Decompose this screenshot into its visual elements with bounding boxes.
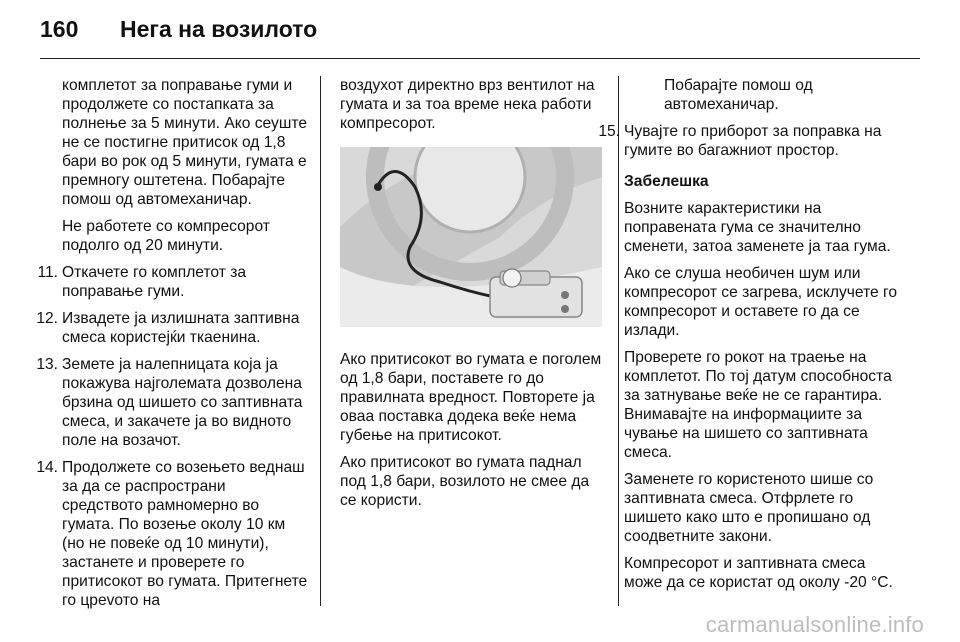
- step-number: 12.: [36, 310, 58, 327]
- steps-list-continued: [584, 122, 906, 160]
- note-paragraph: Проверете го рокот на траење на комплетот. По тој датум способноста за затнување веќе не се гарантира. Внимавајте на информациите за чување на шишето со заптивната смеса.: [624, 349, 892, 461]
- valve-connector: [374, 183, 382, 191]
- step-text: Чувајте го приборот за поправка на гумите во багажниот простор.: [624, 123, 882, 159]
- step-number: 14.: [36, 459, 58, 476]
- paragraph-compressor-limit: Не работете со компресорот подолго од 20 минути.: [62, 218, 270, 254]
- column-middle: [340, 76, 605, 518]
- note-paragraph: Заменете го користеното шише со заптивната смеса. Отфрлете го шишето како што е пропишано од соодветните закони.: [624, 471, 874, 545]
- column-left: [36, 76, 310, 618]
- list-item: [584, 122, 906, 160]
- page-title: Нега на возилото: [120, 16, 318, 42]
- list-item: [22, 458, 310, 610]
- paragraph-fill-continued: комплетот за поправање гуми и продолжете со постапката за полнење за 5 минути. Ако сеуште не се постигне притисок од 1,8 бари во рок од 5 минути, гумата е премногу оштетена. Побарајте помош од автомеханичар.: [62, 77, 307, 208]
- column-right: [598, 76, 906, 600]
- note-heading: Забелешка: [624, 173, 709, 190]
- compressor-switch-icon: [561, 291, 569, 299]
- steps-list: [22, 263, 310, 610]
- step-text: Откачете го комплетот за поправање гуми.: [62, 264, 247, 300]
- list-item: [22, 355, 310, 450]
- page-number: 160: [40, 16, 79, 42]
- column-divider-1: [320, 76, 321, 606]
- paragraph-pressure-low: Ако притисокот во гумата паднал под 1,8 бари, возилото не смее да се користи.: [340, 454, 590, 509]
- paragraph-connect-hose: воздухот директно врз вентилот на гумата и за тоа време нека работи компресорот.: [340, 77, 595, 132]
- step-text: Продолжете со возењето веднаш за да се распространи средството рамномерно во гумата. По возење околу 10 км (но не повеќе од 10 минути), застанете и проверете го притисокот во гумата. Притегнете го црevото на: [62, 459, 308, 609]
- step-text: Земете ја налепницата која ја покажува најголемата дозволена брзина од шишето со заптивната смеса, и закачете ја во видното поле на возачот.: [62, 356, 303, 449]
- list-item: [22, 263, 310, 301]
- watermark: carmanualsonline.info: [705, 612, 924, 637]
- compressor-outlet-icon: [561, 305, 569, 313]
- paragraph-seek-help: Побарајте помош од автомеханичар.: [664, 77, 813, 113]
- compressor-tire-illustration: [340, 147, 602, 327]
- paragraph-pressure-high: Ако притисокот во гумата е поголем од 1,8 бари, поставете го до правилната вредност. Повторете ја оваа поставка додека веќе нема губење на притисокот.: [340, 351, 602, 444]
- header-rule: [40, 58, 920, 59]
- step-number: 11.: [37, 264, 58, 281]
- note-paragraph: Возните карактеристики на поправената гума се значително сменети, затоа заменете ја таа гума.: [624, 200, 891, 255]
- step-number: 15.: [598, 123, 620, 140]
- pressure-gauge-icon: [503, 269, 521, 287]
- step-text: Извадете ја излишната заптивна смеса користејќи ткаенина.: [62, 310, 300, 346]
- note-block: [624, 172, 906, 592]
- note-paragraph: Компресорот и заптивната смеса може да се користат од околу -20 °С.: [624, 555, 893, 591]
- list-item: [22, 309, 310, 347]
- step-number: 13.: [36, 356, 58, 373]
- note-paragraph: Ако се слуша необичен шум или компресорот се загрева, исклучете го компресорот и оставете го да се излади.: [624, 265, 898, 339]
